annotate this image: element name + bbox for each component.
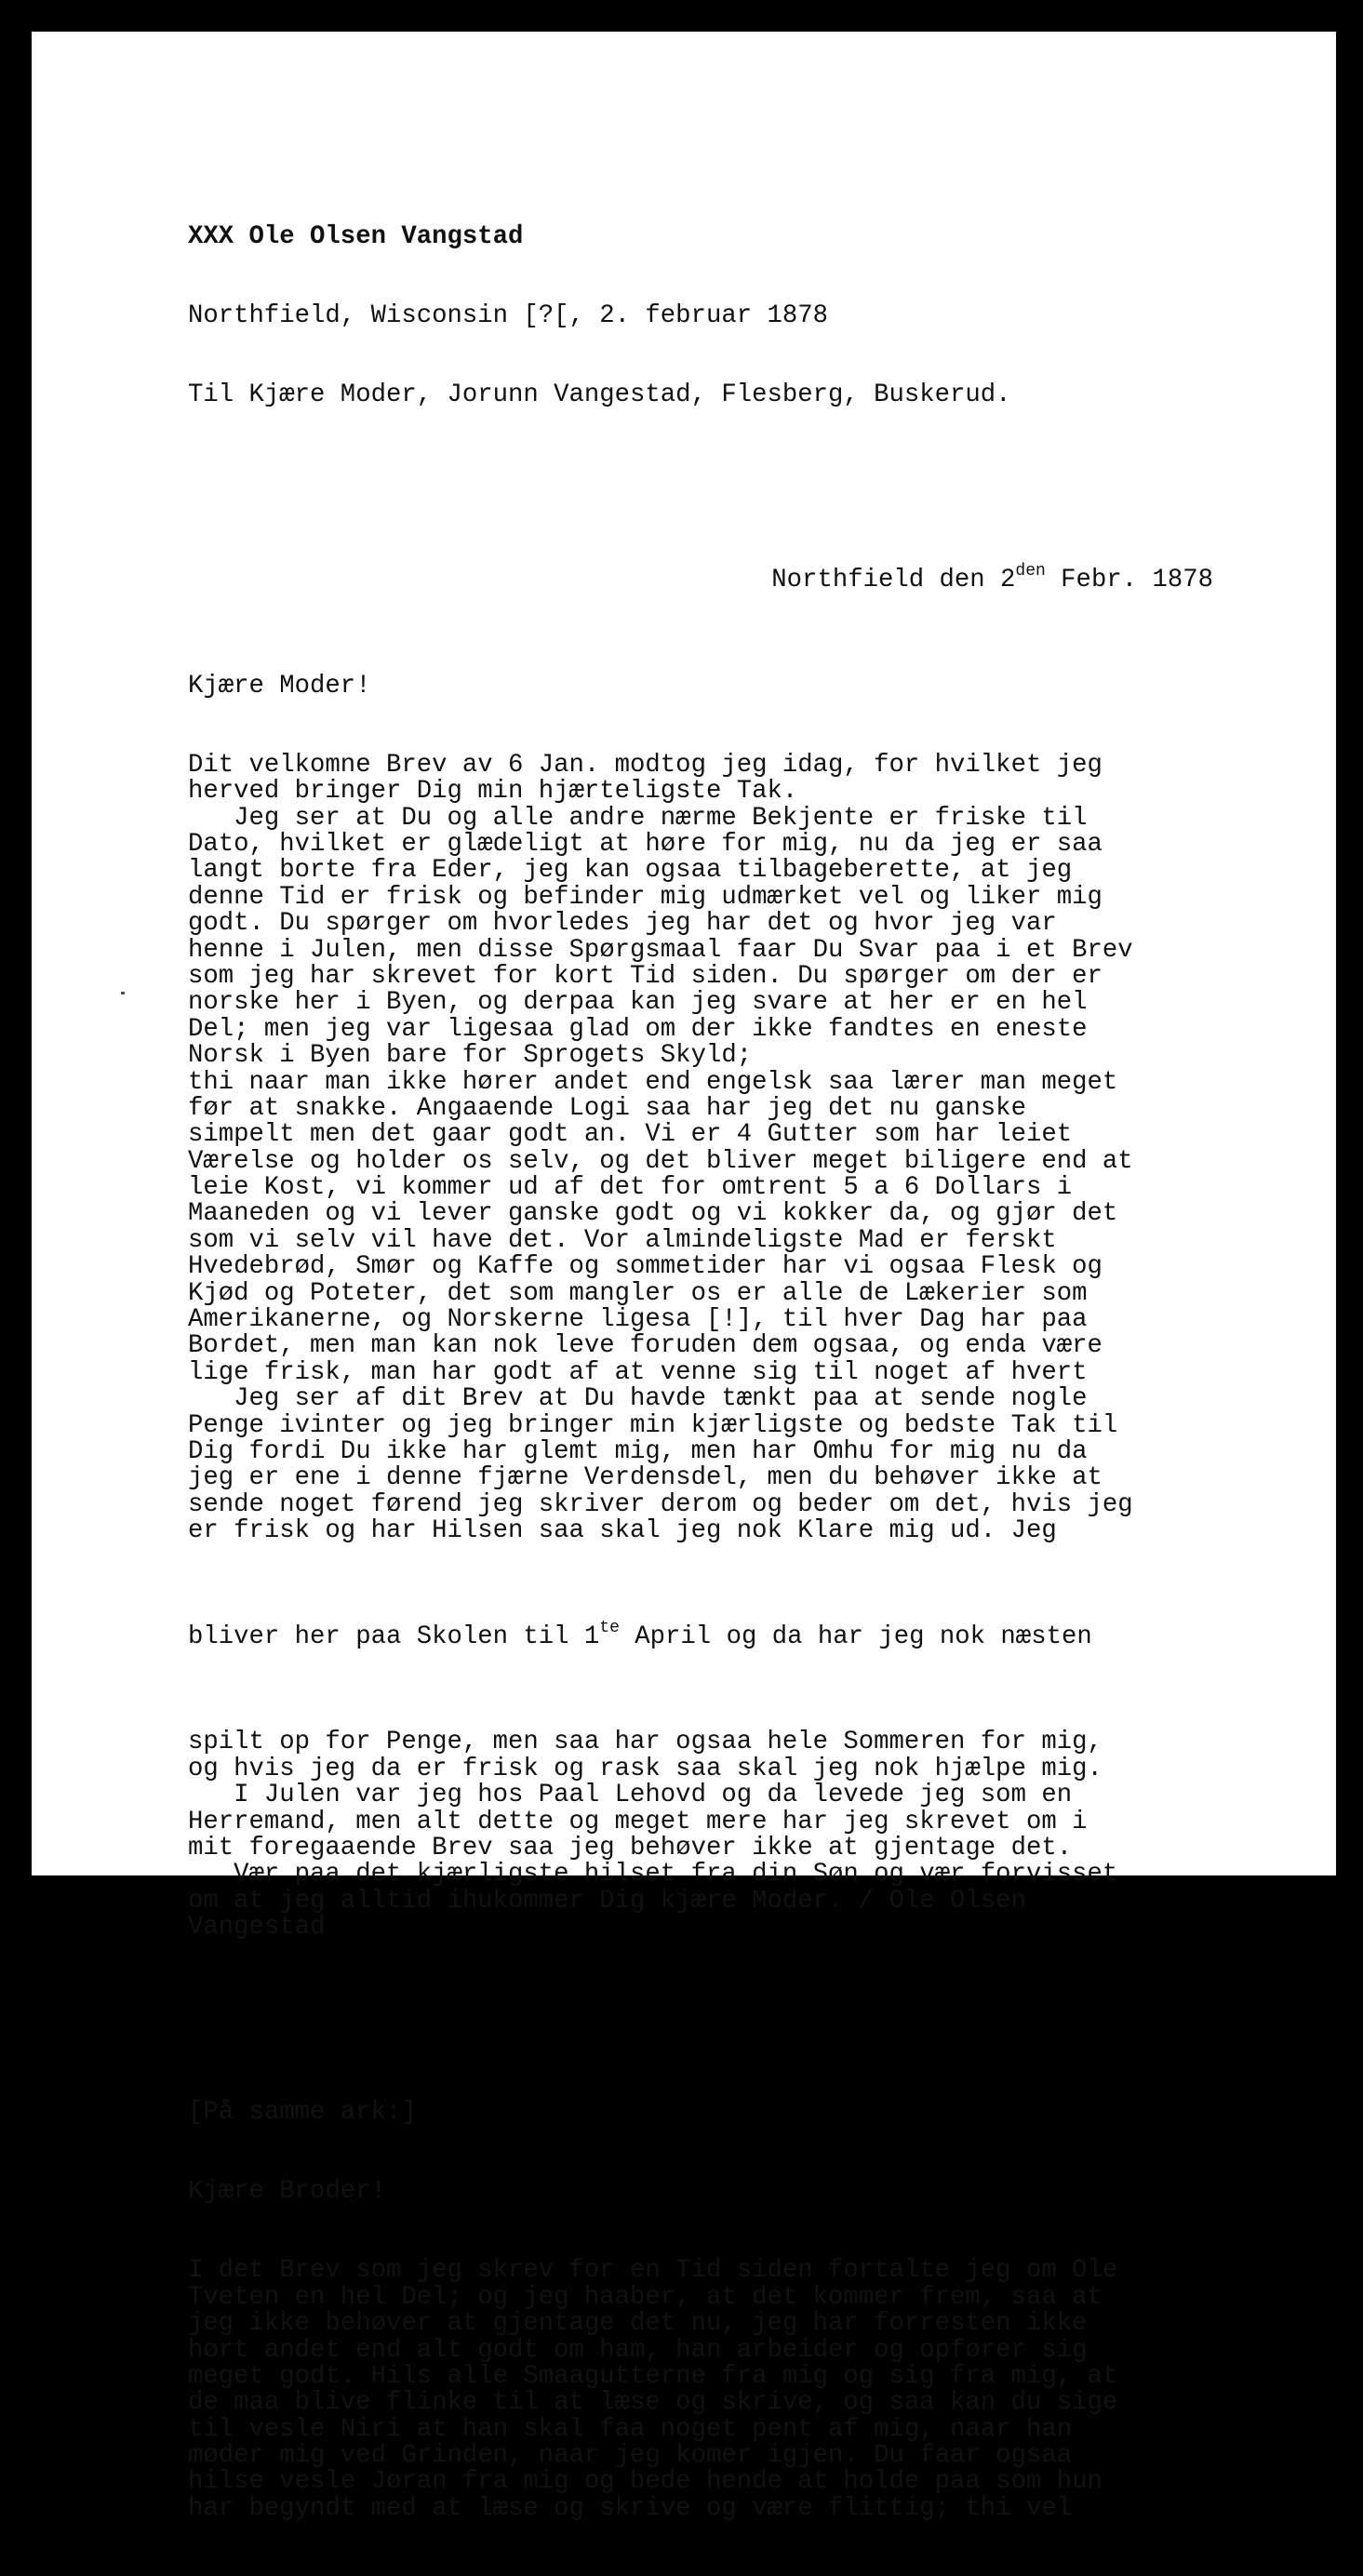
text-line: møder mig ved Grinden, naar jeg komer igjen. Du faar ogsaa bbox=[188, 2441, 1073, 2471]
april-line-superscript: te bbox=[599, 1618, 620, 1637]
text-line: norske her i Byen, og derpaa kan jeg svare at her er en hel bbox=[188, 988, 1088, 1018]
text-line: denne Tid er frisk og befinder mig udmærket vel og liker mig bbox=[188, 882, 1102, 912]
text-line: Vær paa det kjærligste hilset fra din Søn og vær forvisset bbox=[188, 1860, 1118, 1889]
text-line: Bordet, men man kan nok leve foruden dem ogsaa, og enda være bbox=[188, 1331, 1102, 1361]
text-line: Hvedebrød, Smør og Kaffe og sommetider har vi ogsaa Flesk og bbox=[188, 1252, 1102, 1282]
spacer bbox=[188, 2021, 1221, 2047]
recipient-line: Til Kjære Moder, Jorunn Vangestad, Flesberg, Buskerud. bbox=[188, 380, 1011, 410]
text-line: jeg ikke behøver at gjentage det nu, jeg har forresten ikke bbox=[188, 2309, 1088, 2339]
stray-mark bbox=[121, 992, 125, 994]
place-date-line: Northfield, Wisconsin [?[, 2. februar 1878 bbox=[188, 301, 828, 331]
text-line: simpelt men det gaar godt an. Vi er 4 Gutter som har leiet bbox=[188, 1120, 1073, 1150]
text-line: Dig fordi Du ikke har glemt mig, men har Omhu for mig nu da bbox=[188, 1437, 1088, 1466]
april-line-suffix: April og da har jeg nok næsten bbox=[619, 1622, 1092, 1651]
text-line: Dato, hvilket er glædeligt at høre for mig, nu da jeg er saa bbox=[188, 830, 1102, 860]
salutation-broder: Kjære Broder! bbox=[188, 2177, 386, 2207]
text-line: leie Kost, vi kommer ud af det for omtrent 5 a 6 Dollars i bbox=[188, 1173, 1073, 1203]
text-line: spilt op for Penge, men saa har ogsaa hele Sommeren for mig, bbox=[188, 1728, 1102, 1757]
text-line: I Julen var jeg hos Paal Lehovd og da levede jeg som en bbox=[188, 1781, 1073, 1810]
letter-body-part-1 bbox=[188, 750, 1221, 1546]
text-line: som jeg har skrevet for kort Tid siden. Du spørger om der er bbox=[188, 961, 1102, 991]
text-line: de maa blive flinke til at læse og skrive, og saa kan du sige bbox=[188, 2388, 1118, 2418]
text-line: mit foregaaende Brev saa jeg behøver ikke at gjentage det. bbox=[188, 1833, 1073, 1862]
text-line: Penge ivinter og jeg bringer min kjærligste og bedste Tak til bbox=[188, 1410, 1118, 1440]
text-line: som vi selv vil have det. Vor almindeligste Mad er ferskt bbox=[188, 1225, 1057, 1255]
text-line: til vesle Niri at han skal faa noget pent af mig, naar han bbox=[188, 2414, 1073, 2444]
dateline-prefix: Northfield den 2 bbox=[771, 566, 1016, 595]
text-line: om at jeg alltid ihukommer Dig kjære Moder. / Ole Olsen bbox=[188, 1886, 1026, 1915]
text-line: Tveten en hel Del; og jeg haaber, at det kommer frem, saa at bbox=[188, 2282, 1102, 2312]
text-line: hørt andet end alt godt om ham, han arbeider og opfører sig bbox=[188, 2335, 1088, 2365]
letter-body-broder bbox=[188, 2258, 1221, 2522]
text-line: før at snakke. Angaaende Logi saa har jeg det nu ganske bbox=[188, 1093, 1026, 1123]
dateline-suffix: Febr. 1878 bbox=[1045, 566, 1213, 595]
text-line: lige frisk, man har godt af at venne sig til noget af hvert bbox=[188, 1357, 1088, 1387]
text-line: herved bringer Dig min hjærteligste Tak. bbox=[188, 777, 798, 807]
text-line: Norsk i Byen bare for Sprogets Skyld; bbox=[188, 1041, 753, 1071]
text-line: Jeg ser at Du og alle andre nærme Bekjente er friske til bbox=[188, 803, 1088, 833]
text-line: Amerikanerne, og Norskerne ligesa [!], til hver Dag har paa bbox=[188, 1305, 1088, 1335]
text-line: Vangestad bbox=[188, 1913, 326, 1942]
document-title: XXX Ole Olsen Vangstad bbox=[188, 221, 524, 251]
text-line: sende noget førend jeg skriver derom og beder om det, hvis jeg bbox=[188, 1489, 1133, 1519]
salutation-moder: Kjære Moder! bbox=[188, 671, 371, 701]
text-line: meget godt. Hils alle Smaagutterne fra mig og sig fra mig, at bbox=[188, 2361, 1118, 2391]
text-line: hilse vesle Jøran fra mig og bede hende at holde paa som hun bbox=[188, 2467, 1102, 2497]
dateline-superscript: den bbox=[1015, 562, 1046, 581]
april-line bbox=[188, 1618, 1221, 1651]
text-line: langt borte fra Eder, jeg kan ogsaa tilbageberette, at jeg bbox=[188, 856, 1073, 886]
text-line: jeg er ene i denne fjærne Verdensdel, men du behøver ikke at bbox=[188, 1463, 1102, 1493]
spacer bbox=[188, 461, 1221, 487]
letter-transcription bbox=[188, 171, 1221, 2575]
text-line: Værelse og holder os selv, og det bliver meget biligere end at bbox=[188, 1146, 1133, 1176]
text-line: godt. Du spørger om hvorledes jeg har det og hvor jeg var bbox=[188, 909, 1057, 939]
text-line: Herremand, men alt dette og meget mere har jeg skrevet om i bbox=[188, 1807, 1088, 1836]
letter-body-part-2 bbox=[188, 1729, 1221, 1941]
document-page bbox=[32, 32, 1336, 2523]
text-line: og hvis jeg da er frisk og rask saa skal jeg nok hjælpe mig. bbox=[188, 1754, 1102, 1783]
dateline bbox=[188, 562, 1221, 595]
text-line: Jeg ser af dit Brev at Du havde tænkt paa at sende nogle bbox=[188, 1384, 1088, 1414]
april-line-prefix: bliver her paa Skolen til 1 bbox=[188, 1622, 600, 1651]
text-line: er frisk og har Hilsen saa skal jeg nok Klare mig ud. Jeg bbox=[188, 1516, 1057, 1546]
text-line: Dit velkomne Brev av 6 Jan. modtog jeg idag, for hvilket jeg bbox=[188, 750, 1102, 780]
text-line: henne i Julen, men disse Spørgsmaal faar Du Svar paa i et Brev bbox=[188, 935, 1133, 965]
text-line: Kjød og Poteter, det som mangler os er alle de Lækerier som bbox=[188, 1278, 1088, 1308]
same-sheet-note: [På samme ark:] bbox=[188, 2097, 417, 2127]
text-line: har begyndt med at læse og skrive og være flittig; thi vel bbox=[188, 2493, 1073, 2523]
text-line: thi naar man ikke hører andet end engelsk saa lærer man meget bbox=[188, 1067, 1118, 1097]
text-line: I det Brev som jeg skrev for en Tid siden fortalte jeg om Ole bbox=[188, 2256, 1118, 2286]
text-line: Maaneden og vi lever ganske godt og vi kokker da, og gjør det bbox=[188, 1199, 1118, 1229]
text-line: Del; men jeg var ligesaa glad om der ikke fandtes en eneste bbox=[188, 1014, 1088, 1044]
